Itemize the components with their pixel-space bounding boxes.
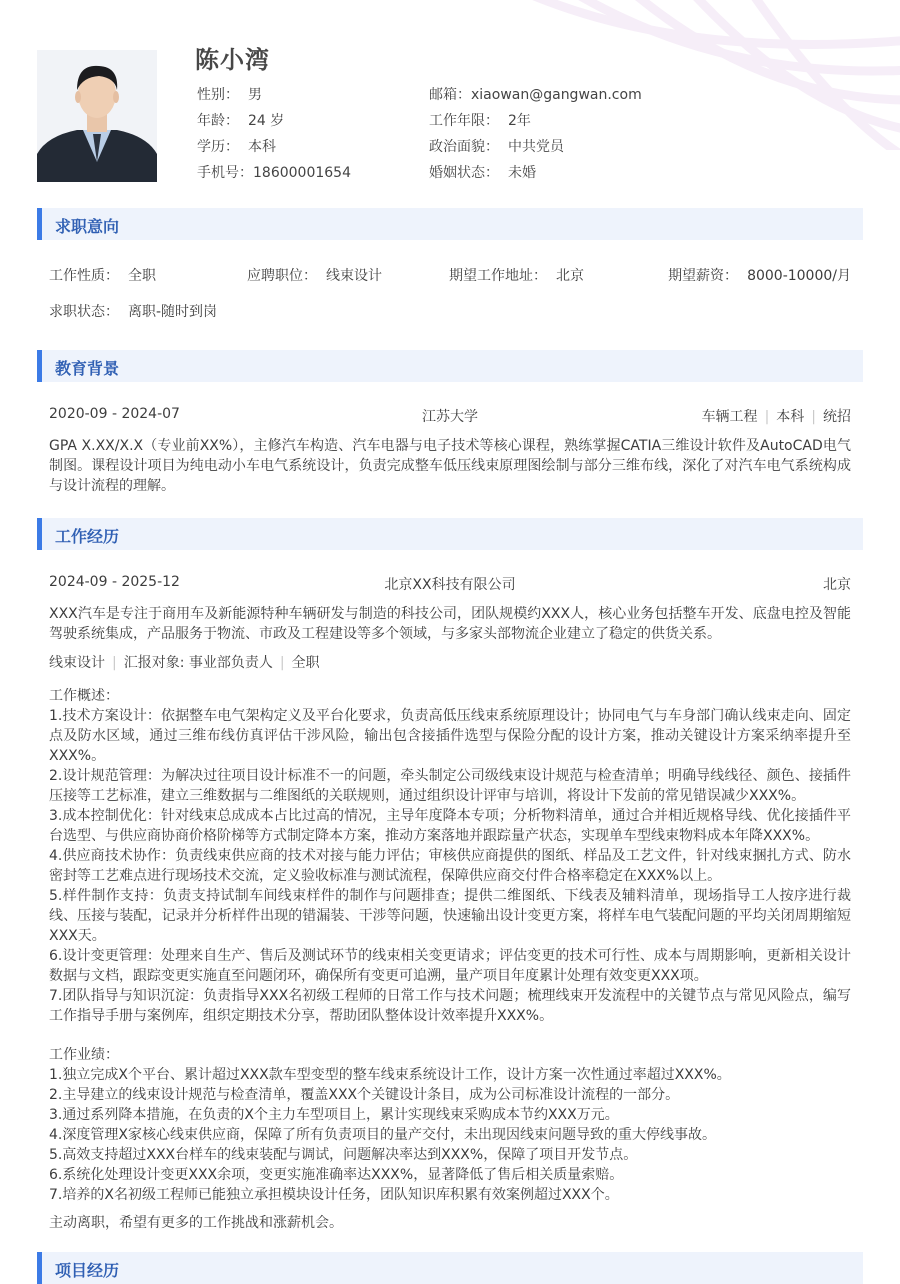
intent-label: 应聘职位： (247, 268, 317, 284)
overview-item: 1.技术方案设计：依据整车电气架构定义及平台化要求，负责高低压线束系统原理设计；协同电气与车身部门确认线束走向、固定点及防水区域，通过三维布线仿真评估干涉风险，输出包含接插件选型与保险分配的设计方案，推动关键设计方案采纳率提升至XXX%。 (49, 708, 851, 764)
work-role: 线束设计 (49, 655, 105, 671)
separator: | (279, 655, 285, 671)
basic-info (197, 86, 757, 190)
achievement-item: 2.主导建立的线束设计规范与检查清单，覆盖XXX个关键设计条目，成为公司标准设计流程的一部分。 (49, 1087, 680, 1103)
work-overview (49, 686, 851, 1026)
info-row (197, 112, 757, 138)
intent-label: 期望工作地址： (449, 268, 547, 284)
work-employment: 全职 (291, 655, 320, 671)
age-value: 24 岁 (248, 113, 285, 129)
section-accent-bar (37, 518, 42, 550)
intent-value: 离职-随时到岗 (128, 304, 218, 320)
intent-value: 8000-10000/月 (747, 268, 851, 284)
separator: | (764, 409, 770, 425)
intent-label: 期望薪资： (668, 268, 739, 284)
achievement-item: 1.独立完成X个平台、累计超过XXX款车型变型的整车线束系统设计工作，设计方案一次性通过率超过XXX%。 (49, 1067, 731, 1083)
intent-position (247, 265, 382, 285)
intent-nature (49, 265, 156, 285)
section-accent-bar (37, 208, 42, 240)
achievement-item: 3.通过系列降本措施，在负责的X个主力车型项目上，累计实现线束采购成本节约XXX万元。 (49, 1107, 619, 1123)
education-description: GPA X.XX/X.X（专业前XX%），主修汽车构造、汽车电器与电子技术等核心课程，熟练掌握CATIA三维设计软件及AutoCAD电气制图。课程设计项目为纯电动小车电气系统设计，负责完成整车低压线束原理图绘制与部分三维布线，深化了对汽车电气系统构成与设计流程的理解。 (49, 438, 851, 494)
separator: | (112, 655, 117, 671)
intent-status (49, 301, 217, 321)
overview-item: 5.样件制作支持：负责支持试制车间线束样件的制作与问题排查；提供二维图纸、下线表及辅料清单，现场指导工人按序进行裁线、压接与装配，记录并分析样件出现的错漏装、干涉等问题，快速输出设计变更方案，将样车电气装配问题的平均关闭周期缩短XXX天。 (49, 888, 851, 944)
section-header-project (37, 1252, 863, 1284)
section-title: 工作经历 (55, 527, 120, 546)
intent-value: 北京 (556, 268, 584, 284)
overview-title: 工作概述： (49, 688, 119, 704)
experience-value: 2年 (508, 113, 531, 129)
overview-item: 2.设计规范管理：为解决过往项目设计标准不一的问题，牵头制定公司级线束设计规范与检查清单；明确导线线径、颜色、接插件压接等工艺标准，建立三维数据与二维图纸的关联规则，通过组织设计评审与培训，将设计下发前的常见错误减少XXX%。 (49, 768, 851, 804)
info-row (197, 138, 757, 164)
info-label: 政治面貌： (429, 139, 499, 155)
section-title: 项目经历 (55, 1261, 120, 1280)
work-company: 北京XX科技有限公司 (384, 577, 516, 593)
gender-value: 男 (248, 87, 262, 103)
work-report-to: 汇报对象: 事业部负责人 (123, 655, 273, 671)
section-accent-bar (37, 350, 42, 382)
education-period: 2020-09 - 2024-07 (49, 406, 180, 422)
company-description: XXX汽车是专注于商用车及新能源特种车辆研发与制造的科技公司，团队规模约XXX人，核心业务包括整车开发、底盘电控及智能驾驶系统集成，产品服务于物流、市政及工程建设等多个领域，与多家头部物流企业建立了稳定的供货关系。 (49, 606, 851, 642)
education-type: 统招 (823, 409, 851, 425)
work-city: 北京 (823, 577, 851, 593)
education-major: 车辆工程 (701, 409, 758, 425)
overview-item: 3.成本控制优化：针对线束总成成本占比过高的情况，主导年度降本专项；分析物料清单，通过合并相近规格导线、优化接插件平台选型、与供应商协商价格阶梯等方式制定降本方案，推动方案落地并跟踪量产状态，实现单车型线束物料成本年降XXX%。 (49, 808, 851, 844)
education-value: 本科 (248, 139, 276, 155)
info-label: 工作年限： (429, 113, 499, 129)
overview-item: 4.供应商技术协作：负责线束供应商的技术对接与能力评估；审核供应商提供的图纸、样品及工艺文件，针对线束捆扎方式、防水密封等工艺难点进行现场技术交流，定义验收标准与测试流程，保障供应商交付件合格率稳定在XXX%以上。 (49, 848, 851, 884)
section-title: 求职意向 (55, 217, 120, 236)
overview-item: 7.团队指导与知识沉淀：负责指导XXX名初级工程师的日常工作与技术问题；梳理线束开发流程中的关键节点与常见风险点，编写工作指导手册与案例库，组织定期技术分享，帮助团队整体设计效率提升XXX%。 (49, 988, 851, 1024)
achievement-item: 7.培养的X名初级工程师已能独立承担模块设计任务，团队知识库积累有效案例超过XXX个。 (49, 1187, 619, 1203)
achievement-item: 6.系统化处理设计变更XXX余项，变更实施准确率达XXX%，显著降低了售后相关质量索赔。 (49, 1167, 624, 1183)
overview-item: 6.设计变更管理：处理来自生产、售后及测试环节的线束相关变更请求；评估变更的技术可行性、成本与周期影响，更新相关设计数据与文档，跟踪变更实施直至问题闭环，确保所有变更可追溯，量产项目年度累计处理有效变更XXX项。 (49, 948, 851, 984)
intent-value: 线束设计 (326, 268, 382, 284)
info-label: 邮箱： (429, 87, 471, 103)
section-title: 教育背景 (55, 359, 120, 378)
profile-photo (37, 50, 157, 182)
section-header-work (37, 518, 863, 550)
info-row (197, 164, 757, 190)
leave-reason: 主动离职，希望有更多的工作挑战和涨薪机会。 (49, 1215, 343, 1231)
achievement-item: 5.高效支持超过XXX台样车的线束装配与调试，问题解决率达到XXX%，保障了项目开发节点。 (49, 1147, 638, 1163)
work-achievements (49, 1045, 851, 1205)
candidate-name: 陈小湾 (195, 46, 270, 74)
intent-location (449, 265, 584, 285)
info-label: 婚姻状态： (429, 165, 499, 181)
info-label: 学历： (197, 139, 239, 155)
section-header-intent (37, 208, 863, 240)
education-meta (702, 406, 851, 426)
intent-value: 全职 (128, 268, 156, 284)
email-value: xiaowan@gangwan.com (471, 87, 642, 103)
info-row (197, 86, 757, 112)
work-meta (49, 652, 320, 672)
education-degree: 本科 (776, 409, 805, 425)
achievements-title: 工作业绩： (49, 1047, 119, 1063)
achievement-item: 4.深度管理X家核心线束供应商，保障了所有负责项目的量产交付，未出现因线束问题导致的重大停线事故。 (49, 1127, 716, 1143)
intent-label: 工作性质： (49, 268, 119, 284)
work-period: 2024-09 - 2025-12 (49, 574, 180, 590)
section-accent-bar (37, 1252, 42, 1284)
marital-value: 未婚 (508, 165, 536, 181)
intent-salary (668, 265, 851, 285)
info-label: 年龄： (197, 113, 239, 129)
phone-value: 18600001654 (253, 165, 351, 181)
education-school: 江苏大学 (422, 409, 478, 425)
political-value: 中共党员 (508, 139, 564, 155)
section-header-education (37, 350, 863, 382)
intent-label: 求职状态： (49, 304, 119, 320)
info-label: 手机号： (197, 165, 253, 181)
separator: | (811, 409, 816, 425)
info-label: 性别： (197, 87, 239, 103)
